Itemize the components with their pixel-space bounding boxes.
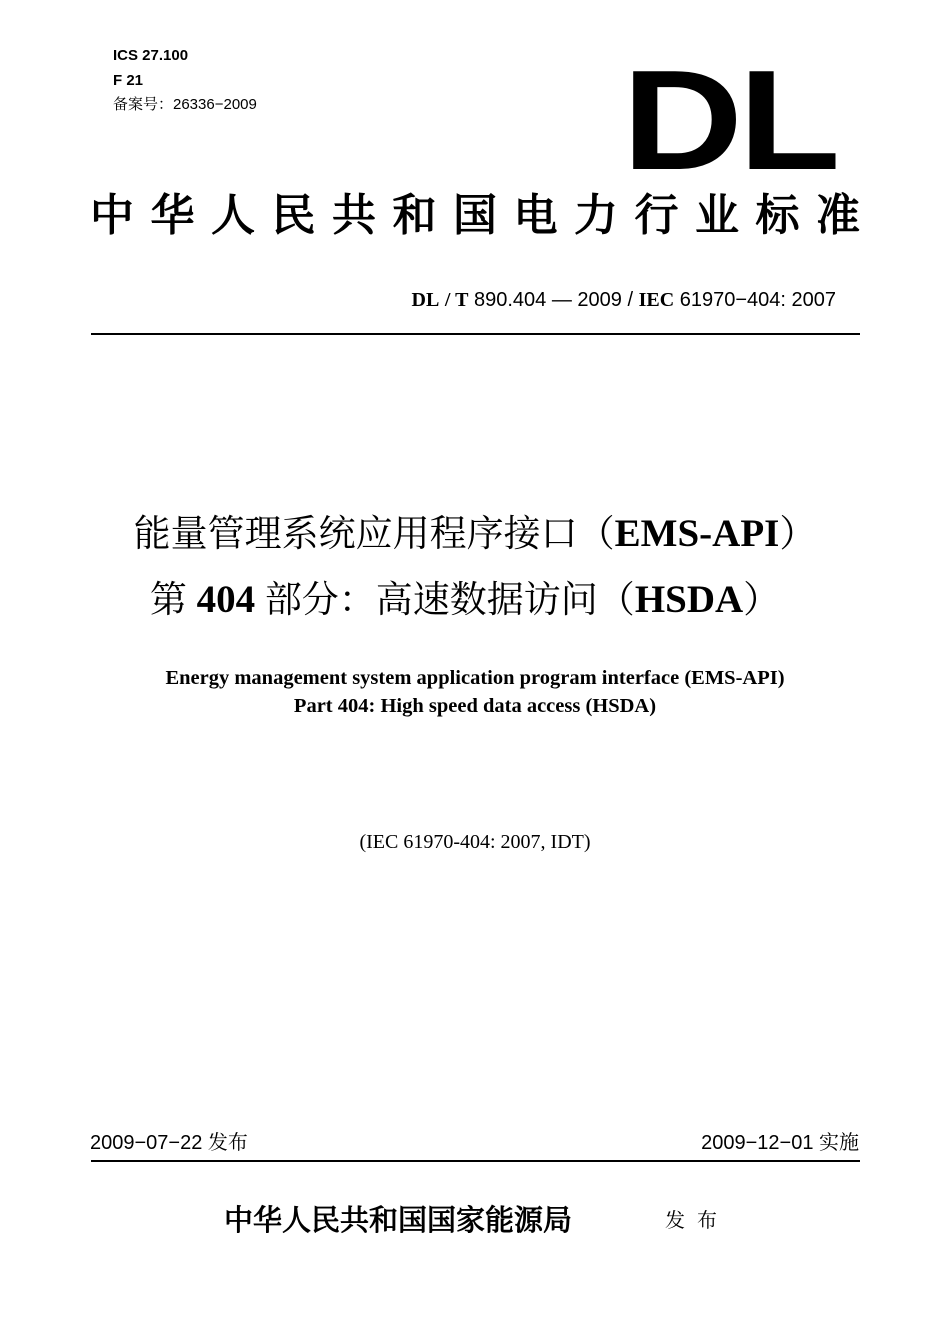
dl-prefix: DL [411, 289, 440, 311]
header-divider [91, 333, 860, 335]
slash-t: / T [444, 289, 469, 311]
iec-prefix: IEC [638, 289, 675, 311]
title-cn-line2-en: HSDA [634, 578, 744, 621]
title-cn-line1-text: 能量管理系统应用程序接口（ [133, 512, 615, 555]
dl-number: 890.404 — 2009 / [474, 289, 634, 311]
ccs-code: F 21 [113, 71, 144, 89]
title-cn-line2 [0, 572, 950, 628]
title-cn-line2-b: 部分：高速数据访问（ [264, 578, 635, 621]
title-cn-line2-close: ） [743, 578, 781, 621]
title-cn-line1-en: EMS-API [614, 512, 780, 555]
footer-divider [91, 1160, 860, 1162]
title-cn-line2-a: 第 [149, 578, 187, 621]
classification-block [113, 44, 257, 118]
iec-number: 61970−404: 2007 [679, 289, 836, 311]
title-cn-line2-num: 404 [186, 578, 265, 621]
title-cn-line1-close: ） [779, 512, 817, 555]
title-cn-line1 [0, 506, 950, 562]
title-en-line2: Part 404: High speed data access (HSDA) [293, 695, 657, 717]
record-number: 备案号：26336−2009 [113, 96, 257, 113]
implement-date: 2009−12−01 实施 [701, 1132, 859, 1154]
publish-date: 2009−07−22 发布 [90, 1132, 248, 1154]
title-en-line1: Energy management system application program interface (EMS-API) [165, 667, 785, 689]
ics-code: ICS 27.100 [113, 47, 189, 64]
issuer-action: 发布 [665, 1208, 729, 1232]
industry-standard-title: 中华人民共和国电力行业标准 [90, 190, 860, 241]
standard-code [412, 286, 836, 314]
equivalence-statement: (IEC 61970-404: 2007, IDT) [359, 831, 591, 853]
issuer-name: 中华人民共和国国家能源局 [224, 1203, 573, 1237]
dl-logo: DL [622, 41, 836, 200]
